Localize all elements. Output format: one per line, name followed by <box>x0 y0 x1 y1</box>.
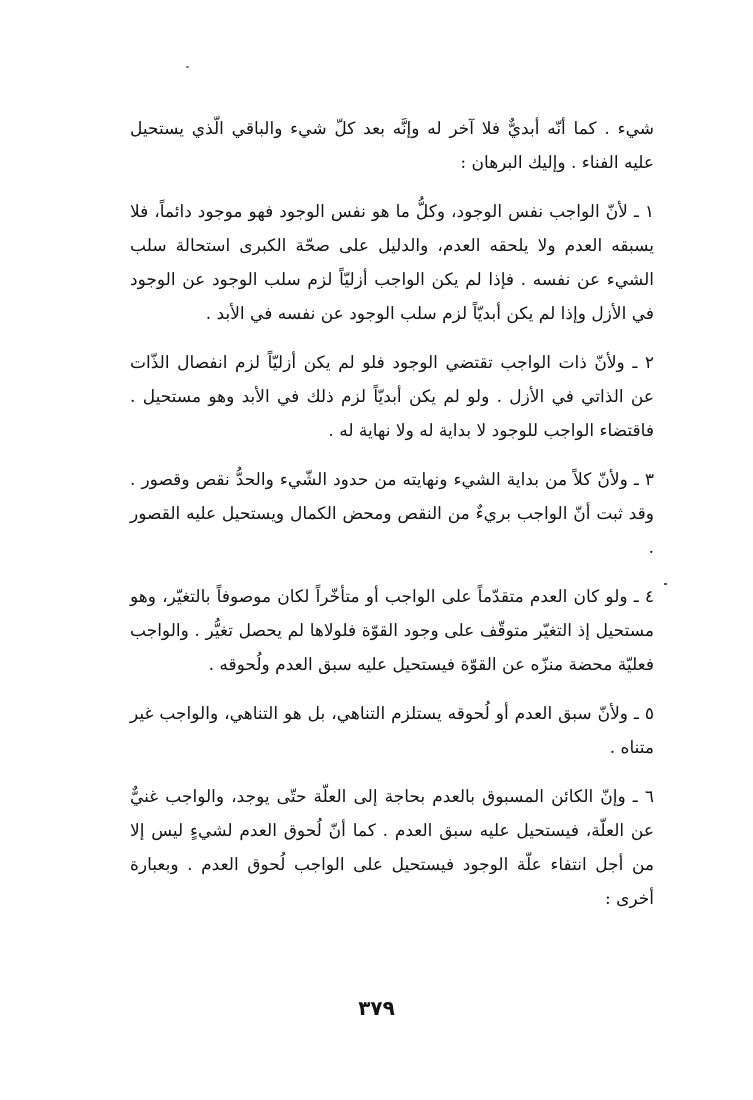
paragraph-1: ١ ـ لأنّ الواجب نفس الوجود، وكلُّ ما هو نفس الوجود فهو موجود دائماً، فلا يسبقه العدم ولا يلحقه العدم، والدليل على صحّة الكبرى استحالة سلب الشيء عن نفسه . فإذا لم يكن الواجب أزليّاً لزم سلب الوجود عن الوجود في الأزل وإذا لم يكن أبديّاً لزم سلب الوجود عن نفسه في الأبد . <box>130 202 654 324</box>
paragraph-intro: شيء . كما أنّه أبديٌّ فلا آخر له وإنَّه بعد كلّ شيء والباقي الّذي يستحيل عليه الفناء . وإليك البرهان : <box>130 119 654 173</box>
body-text <box>130 112 654 931</box>
scan-mark <box>664 583 667 585</box>
scan-speck <box>186 66 189 68</box>
paragraph-2: ٢ ـ ولأنّ ذات الواجب تقتضي الوجود فلو لم يكن أزليّاً لزم انفصال الذّات عن الذاتي في الأزل . ولو لم يكن أبديّاً لزم ذلك في الأبد وهو مستحيل . فاقتضاء الواجب للوجود لا بداية له ولا نهاية له . <box>130 353 654 441</box>
paragraph-4: ٤ ـ ولو كان العدم متقدّماً على الواجب أو متأخّراً لكان موصوفاً بالتغيّر، وهو مستحيل إذ التغيّر متوقّف على وجود القوّة فلولاها لم يحصل تغيُّر . والواجب فعليّة محضة منزّه عن القوّة فيستحيل عليه سبق العدم ولُحوقه . <box>130 587 654 675</box>
paragraph-6: ٦ ـ وإنّ الكائن المسبوق بالعدم بحاجة إلى العلّة حتّى يوجد، والواجب غنيٌّ عن العلّة، فيستحيل عليه سبق العدم . كما أنّ لُحوق العدم لشيءٍ ليس إلا من أجل انتفاء علّة الوجود فيستحيل على الواجب لُحوق العدم . وبعبارة أخرى : <box>130 787 654 909</box>
page-number: ٣٧٩ <box>358 996 395 1020</box>
paragraph-5: ٥ ـ ولأنّ سبق العدم أو لُحوقه يستلزم التناهي، بل هو التناهي، والواجب غير متناه . <box>130 704 654 758</box>
paragraph-3: ٣ ـ ولأنّ كلاً من بداية الشيء ونهايته من حدود الشّيء والحدُّ نقص وقصور . وقد ثبت أنّ الواجب بريءٌ من النقص ومحض الكمال ويستحيل عليه القصور . <box>130 470 654 558</box>
